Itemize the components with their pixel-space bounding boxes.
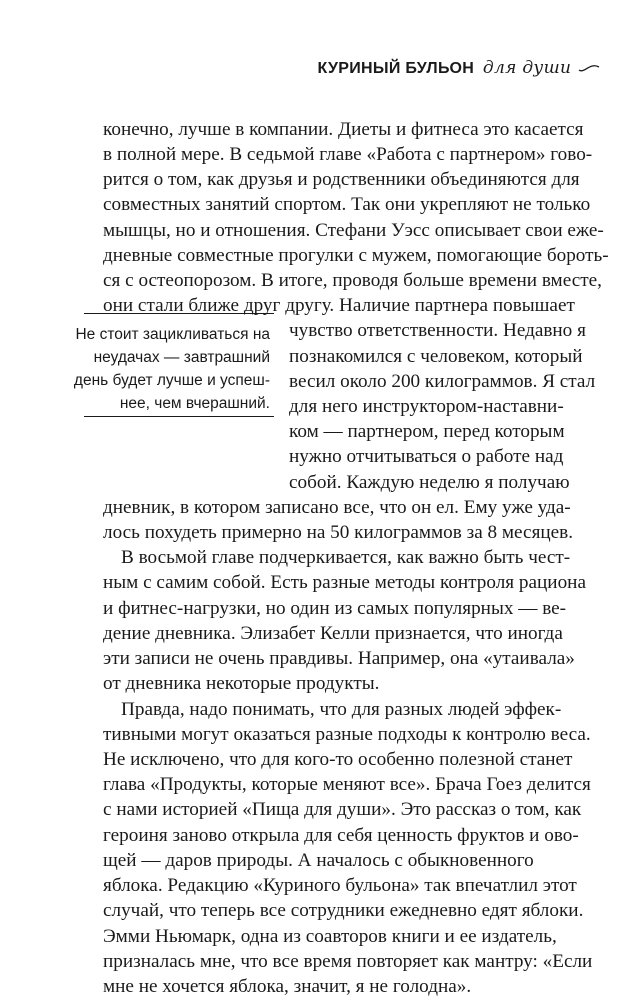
text-line: весил около 200 килограммов. Я стал (289, 371, 596, 392)
text-line: Эмми Ньюмарк, одна из соавторов книги и ее издатель, (103, 926, 557, 947)
pull-quote-rule-top (84, 313, 274, 314)
text-line: мне не хочется яблока, значит, я не голодна». (103, 976, 472, 997)
pull-quote-line: Не стоит зацикливаться на (75, 326, 270, 343)
text-line: познакомился с человеком, который (289, 346, 583, 367)
pull-quote-line: день будет лучше и успеш- (73, 372, 270, 389)
running-head (0, 58, 600, 78)
text-line: совместных занятий спортом. Так они укрепляют не только (103, 194, 591, 215)
text-line: В восьмой главе подчеркивается, как важно быть чест- (121, 547, 571, 568)
text-line: ся с остеопорозом. В итоге, проводя больше времени вместе, (103, 270, 602, 291)
text-line: случай, что теперь все сотрудники ежедневно едят яблоки. (103, 900, 584, 921)
pull-quote-line: неудачах — завтрашний (93, 349, 270, 366)
text-line: от дневника некоторые продукты. (103, 673, 380, 694)
text-line: с нами историей «Пища для души». Это рассказ о том, как (103, 799, 582, 820)
text-line: дневные совместные прогулки с мужем, помогающие бороть- (103, 245, 609, 266)
text-line: конечно, лучше в компании. Диеты и фитнеса это касается (103, 119, 584, 140)
text-line: глава «Продукты, которые меняют все». Брача Гоез делится (103, 774, 591, 795)
text-line: героиня заново открыла для себя ценность фруктов и ово- (103, 825, 579, 846)
text-line: чувство ответственности. Недавно я (289, 320, 586, 341)
text-line: они стали ближе друг другу. Наличие партнера повышает (103, 295, 575, 316)
text-line: лось похудеть примерно на 50 килограммов за 8 месяцев. (103, 522, 574, 543)
text-line: Не исключено, что для кого-то особенно полезной станет (103, 749, 573, 770)
text-line: призналась мне, что все время повторяет как мантру: «Если (103, 951, 593, 972)
text-line: ком — партнером, перед которым (289, 421, 565, 442)
text-line: нужно отчитываться о работе над (289, 446, 564, 467)
text-line: эти записи не очень правдивы. Например, она «утаивала» (103, 648, 575, 669)
text-line: и фитнес-нагрузки, но один из самых популярных — ве- (103, 598, 567, 619)
flourish-icon (578, 61, 600, 75)
text-line: рится о том, как друзья и родственники объединяются для (103, 169, 580, 190)
pull-quote-line: нее, чем вчерашний. (119, 395, 270, 412)
running-head-title: КУРИНЫЙ БУЛЬОН (317, 60, 475, 77)
text-line: ным с самим собой. Есть разные методы контроля рациона (103, 572, 586, 593)
text-line: яблока. Редакцию «Куриного бульона» так впечатлил этот (103, 875, 577, 896)
text-line: в полной мере. В седьмой главе «Работа с партнером» гово- (103, 144, 593, 165)
text-line: дение дневника. Элизабет Келли признается, что иногда (103, 623, 563, 644)
text-line: собой. Каждую неделю я получаю (289, 472, 570, 493)
text-line: дневник, в котором записано все, что он ел. Ему уже уда- (103, 497, 571, 518)
text-line: тивными могут оказаться разные подходы к контролю веса. (103, 724, 591, 745)
text-line: Правда, надо понимать, что для разных людей эффек- (121, 699, 562, 720)
text-line: мышцы, но и отношения. Стефани Уэсс описывает свои еже- (103, 220, 604, 241)
text-line: для него инструктором-наставни- (289, 396, 564, 417)
pull-quote-rule-bottom (84, 416, 274, 417)
running-head-script: для души (482, 58, 572, 78)
text-line: щей — даров природы. А началось с обыкновенного (103, 850, 534, 871)
